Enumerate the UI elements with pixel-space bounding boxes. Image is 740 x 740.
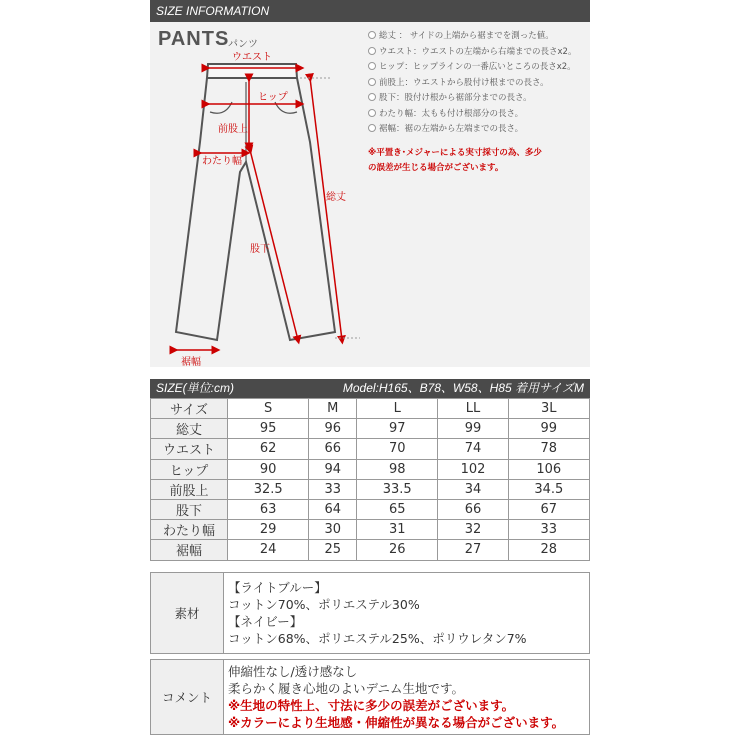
thigh-label: わたり幅 bbox=[202, 156, 242, 167]
table-cell: 34.5 bbox=[508, 479, 589, 499]
model-info: Model:H165、B78、W58、H85 着用サイズM bbox=[342, 381, 584, 395]
material-line: 【ライトブルー】 bbox=[228, 580, 327, 595]
circle-bullet-icon bbox=[368, 78, 376, 86]
comment-line: 伸縮性なし/透け感なし bbox=[228, 664, 358, 679]
table-row bbox=[151, 479, 590, 499]
table-cell: 33 bbox=[309, 479, 357, 499]
table-cell: 28 bbox=[508, 540, 589, 560]
material-label: 素材 bbox=[151, 573, 224, 654]
table-header-cell: 3L bbox=[508, 399, 589, 419]
comment-label: コメント bbox=[151, 660, 224, 735]
pants-outline bbox=[176, 64, 335, 340]
length-arrow bbox=[310, 78, 342, 340]
table-cell: 74 bbox=[438, 439, 508, 459]
table-row bbox=[151, 419, 590, 439]
table-cell: 106 bbox=[508, 459, 589, 479]
row-label: 股下 bbox=[151, 499, 228, 519]
size-table bbox=[150, 398, 590, 561]
table-cell: 96 bbox=[309, 419, 357, 439]
row-label: わたり幅 bbox=[151, 520, 228, 540]
description-item: 総丈 ： サイドの上端から裾までを測った値。 bbox=[368, 29, 590, 45]
size-information-header bbox=[150, 0, 590, 22]
description-item: ウエスト：ウエストの左端から右端までの長さx2。 bbox=[368, 45, 590, 61]
row-label: 総丈 bbox=[151, 419, 228, 439]
table-row bbox=[151, 439, 590, 459]
pants-diagram-panel bbox=[150, 22, 590, 367]
table-header-cell: サイズ bbox=[151, 399, 228, 419]
circle-bullet-icon bbox=[368, 47, 376, 55]
table-header-cell: S bbox=[228, 399, 309, 419]
hem-label: 裾幅 bbox=[181, 357, 201, 367]
description-item: 股下：股付け根から裾部分までの長さ。 bbox=[368, 91, 590, 107]
circle-bullet-icon bbox=[368, 109, 376, 117]
row-label: ウエスト bbox=[151, 439, 228, 459]
circle-bullet-icon bbox=[368, 31, 376, 39]
table-cell: 32.5 bbox=[228, 479, 309, 499]
waist-label: ウエスト bbox=[232, 52, 272, 63]
pants-diagram bbox=[150, 22, 365, 367]
comment-warning: ※生地の特性上、寸法に多少の誤差がございます。 bbox=[228, 698, 515, 713]
material-line: コットン70%、ポリエステル30% bbox=[228, 597, 420, 612]
description-item: ヒップ：ヒップラインの一番広いところの長さx2。 bbox=[368, 60, 590, 76]
table-cell: 33.5 bbox=[357, 479, 438, 499]
table-cell: 90 bbox=[228, 459, 309, 479]
description-item: 裾幅：裾の左端から左端までの長さ。 bbox=[368, 122, 590, 138]
row-label: ヒップ bbox=[151, 459, 228, 479]
table-cell: 102 bbox=[438, 459, 508, 479]
table-cell: 99 bbox=[508, 419, 589, 439]
material-line: 【ネイビー】 bbox=[228, 614, 303, 629]
table-header-cell: LL bbox=[438, 399, 508, 419]
comment-content bbox=[224, 660, 590, 735]
table-row bbox=[151, 499, 590, 519]
table-row bbox=[151, 459, 590, 479]
table-cell: 66 bbox=[309, 439, 357, 459]
table-cell: 70 bbox=[357, 439, 438, 459]
description-item: 前股上：ウエストから股付け根までの長さ。 bbox=[368, 76, 590, 92]
inseam-label: 股下 bbox=[250, 244, 270, 255]
material-row bbox=[151, 573, 590, 654]
material-line: コットン68%、ポリエステル25%、ポリウレタン7% bbox=[228, 631, 527, 646]
table-cell: 64 bbox=[309, 499, 357, 519]
table-header-cell: M bbox=[309, 399, 357, 419]
table-cell: 26 bbox=[357, 540, 438, 560]
pants-subtitle: パンツ bbox=[228, 39, 258, 50]
table-cell: 97 bbox=[357, 419, 438, 439]
rise-label: 前股上 bbox=[218, 124, 248, 135]
table-cell: 33 bbox=[508, 520, 589, 540]
table-cell: 66 bbox=[438, 499, 508, 519]
comment-line: 柔らかく履き心地のよいデニム生地です。 bbox=[228, 681, 465, 696]
circle-bullet-icon bbox=[368, 62, 376, 70]
table-cell: 65 bbox=[357, 499, 438, 519]
comment-warning: ※カラーにより生地感・伸縮性が異なる場合がございます。 bbox=[228, 715, 565, 730]
table-cell: 31 bbox=[357, 520, 438, 540]
header-title: SIZE INFORMATION bbox=[156, 4, 270, 18]
row-label: 前股上 bbox=[151, 479, 228, 499]
table-cell: 94 bbox=[309, 459, 357, 479]
table-cell: 67 bbox=[508, 499, 589, 519]
description-item: わたり幅：太もも付け根部分の長さ。 bbox=[368, 107, 590, 123]
size-table-header bbox=[150, 379, 590, 398]
measurement-descriptions bbox=[368, 29, 590, 176]
table-cell: 27 bbox=[438, 540, 508, 560]
table-cell: 99 bbox=[438, 419, 508, 439]
table-cell: 34 bbox=[438, 479, 508, 499]
material-table bbox=[150, 572, 590, 654]
pants-title: PANTS bbox=[158, 28, 230, 50]
circle-bullet-icon bbox=[368, 124, 376, 132]
size-unit-label: SIZE(単位:cm) bbox=[156, 381, 234, 395]
measurement-note: ※平置き･メジャーによる実寸採寸の為、多少 の誤差が生じる場合がございます。 bbox=[368, 147, 542, 173]
table-cell: 98 bbox=[357, 459, 438, 479]
comment-table bbox=[150, 659, 590, 735]
table-cell: 30 bbox=[309, 520, 357, 540]
table-cell: 62 bbox=[228, 439, 309, 459]
table-cell: 63 bbox=[228, 499, 309, 519]
length-label: 総丈 bbox=[326, 192, 346, 203]
material-content bbox=[224, 573, 590, 654]
row-label: 裾幅 bbox=[151, 540, 228, 560]
hip-label: ヒップ bbox=[258, 92, 288, 103]
table-cell: 78 bbox=[508, 439, 589, 459]
circle-bullet-icon bbox=[368, 93, 376, 101]
table-cell: 32 bbox=[438, 520, 508, 540]
table-cell: 95 bbox=[228, 419, 309, 439]
table-cell: 25 bbox=[309, 540, 357, 560]
table-cell: 24 bbox=[228, 540, 309, 560]
table-row bbox=[151, 520, 590, 540]
comment-row bbox=[151, 660, 590, 735]
table-row bbox=[151, 540, 590, 560]
table-header-cell: L bbox=[357, 399, 438, 419]
table-header-row bbox=[151, 399, 590, 419]
table-cell: 29 bbox=[228, 520, 309, 540]
